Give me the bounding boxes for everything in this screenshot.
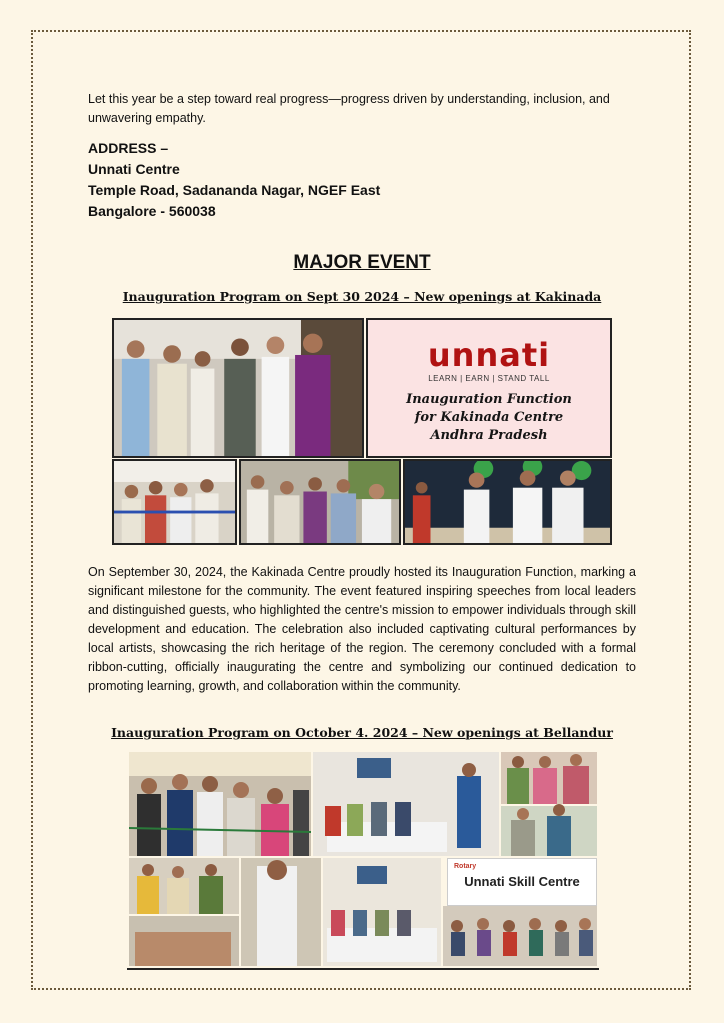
event1-crowd-photo bbox=[239, 459, 401, 545]
major-event-title: MAJOR EVENT bbox=[293, 252, 431, 273]
address-line: Bangalore - 560038 bbox=[88, 203, 216, 219]
bellandur-collage bbox=[127, 750, 599, 970]
banner-title bbox=[368, 391, 610, 445]
event1-heading: Inauguration Program on Sept 30 2024 – New openings at Kakinada bbox=[122, 289, 602, 304]
event1-description: On September 30, 2024, the Kakinada Centre proudly hosted its Inauguration Function, marking a significant milestone for the community. The event featured inspiring speeches from local leaders and distinguished guests, who highlighted the centre's mission to empower individuals through skill development and education. The celebration also included captivating cultural performances by local artists, showcasing the rich heritage of the region. The ceremony concluded with a formal ribbon-cutting, officially inaugurating the centre and symbolizing our continued dedication to promoting learning, growth, and collaboration within the community. bbox=[88, 565, 636, 693]
unnati-skill-centre-sign bbox=[447, 858, 597, 906]
banner-title-line: for Kakinada Centre bbox=[414, 410, 564, 425]
event1-group-photo bbox=[112, 318, 364, 458]
unnati-logo: unnati bbox=[427, 336, 551, 374]
event1-stage-photo bbox=[403, 459, 612, 545]
address-line: Temple Road, Sadananda Nagar, NGEF East bbox=[88, 182, 381, 198]
address-block bbox=[88, 138, 488, 222]
sign-text: Unnati Skill Centre bbox=[464, 874, 580, 889]
rotary-label: Rotary bbox=[454, 863, 477, 870]
banner-title-line: Andhra Pradesh bbox=[430, 428, 548, 443]
kakinada-banner bbox=[366, 318, 612, 458]
event2-heading: Inauguration Program on October 4. 2024 – New openings at Bellandur bbox=[111, 725, 613, 740]
intro-paragraph: Let this year be a step toward real progress—progress driven by understanding, inclusion, and unwavering empathy. bbox=[88, 92, 610, 125]
address-heading: ADDRESS – bbox=[88, 140, 169, 156]
event1-ribbon-photo bbox=[112, 459, 237, 545]
banner-title-line: Inauguration Function bbox=[406, 392, 572, 407]
logo-tagline: LEARN | EARN | STAND TALL bbox=[428, 374, 550, 383]
address-line: Unnati Centre bbox=[88, 161, 180, 177]
